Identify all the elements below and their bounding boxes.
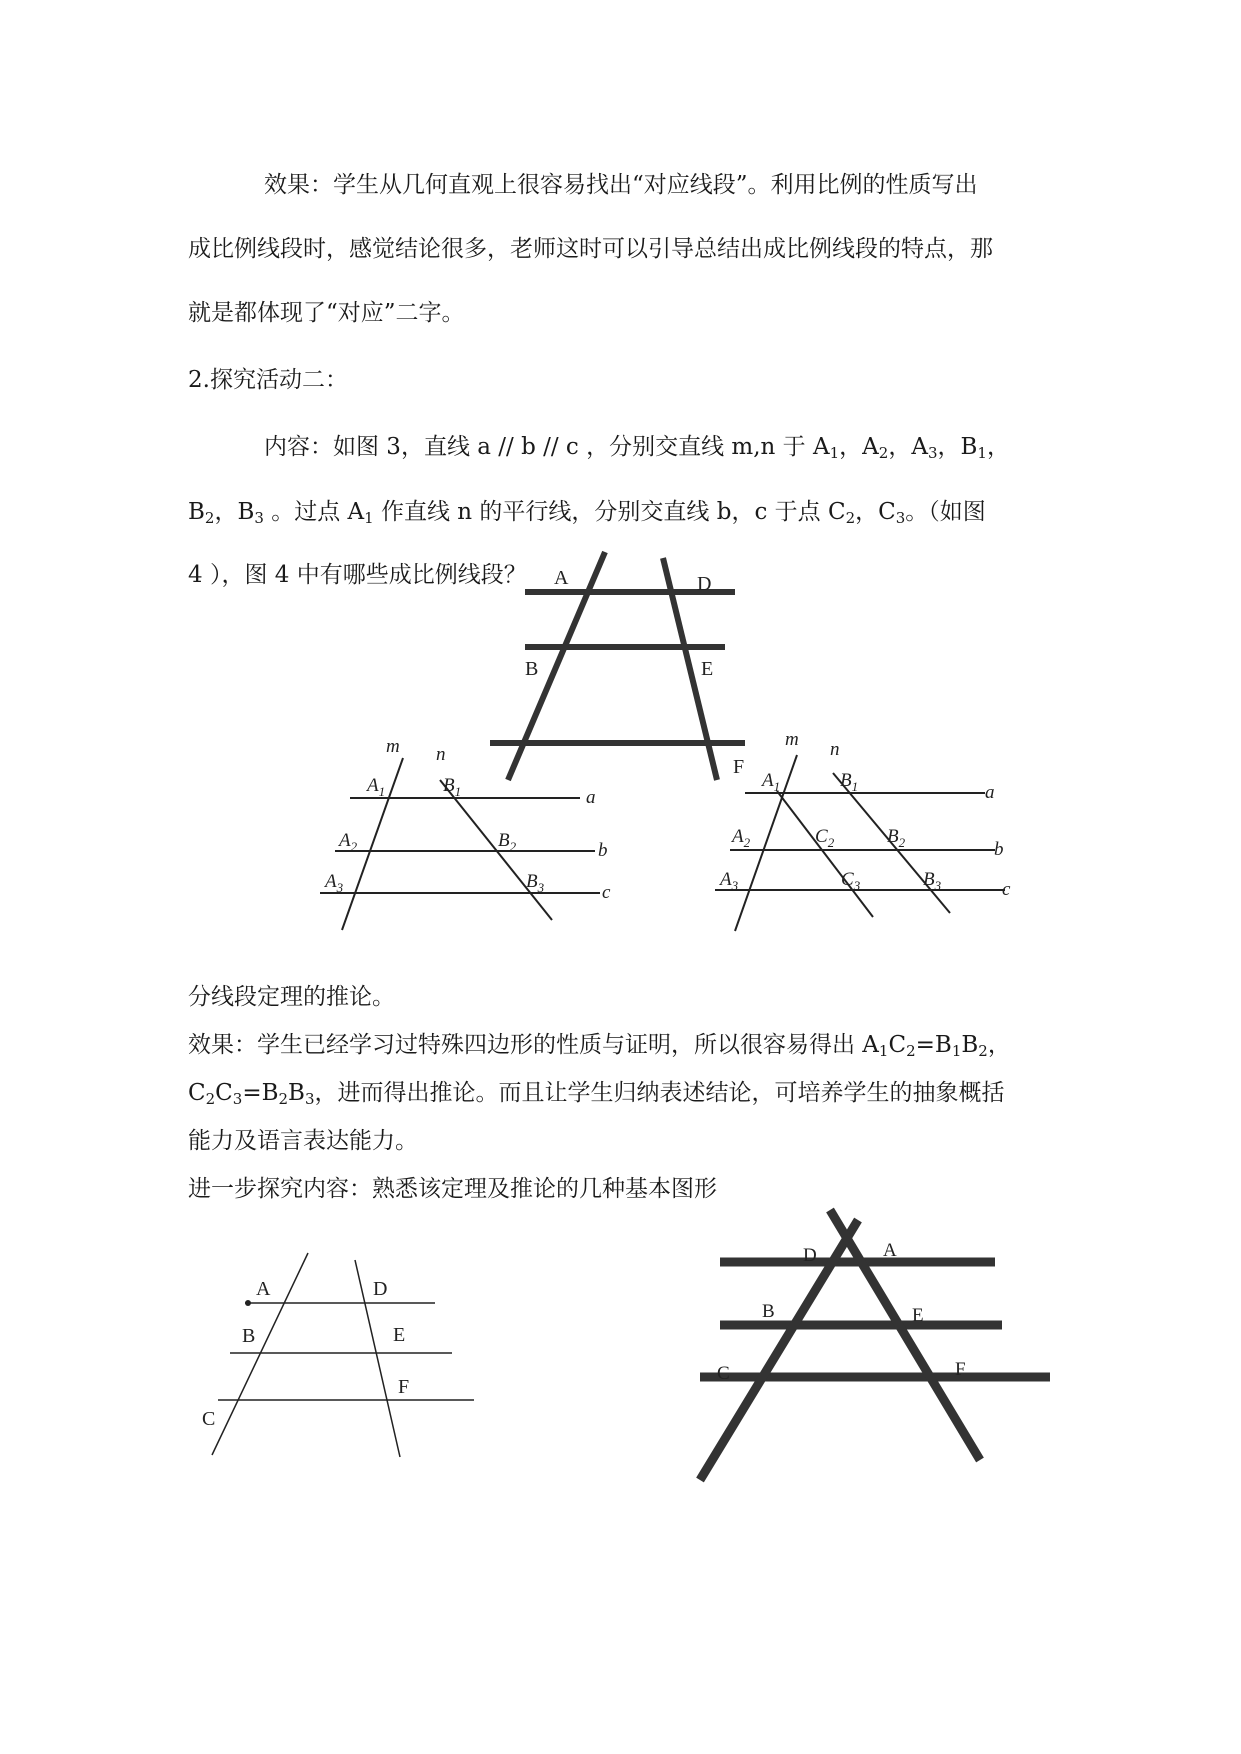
br-label-A: A [883, 1240, 897, 1261]
fig3-label-B1: $B_1$ [443, 775, 462, 799]
fig3-label-m: m [386, 736, 400, 757]
bl-label-B: B [242, 1325, 256, 1347]
label-D: D [697, 573, 712, 595]
fig3-label-B2: $B_2$ [498, 830, 517, 854]
fig3-label-b: b [598, 840, 608, 861]
para2-line3: 4 ），图 4 中有哪些成比例线段？ [188, 562, 527, 588]
br-label-D: D [803, 1245, 817, 1266]
fig3-label-a: a [586, 787, 596, 808]
para2-line2: $B_2$，$B_3$ 。过点 $A_1$ 作直线 n 的平行线，分别交直线 b，c 于点 $C_2$，$C_3$。（如图 [188, 499, 986, 527]
para3-line4: 能力及语言表达能力。 [188, 1128, 418, 1154]
fig4-label-C2: $C_2$ [815, 826, 835, 850]
br-label-E: E [912, 1305, 924, 1326]
fig4-label-b: b [994, 839, 1004, 860]
para3-line2: 效果：学生已经学习过特殊四边形的性质与证明，所以很容易得出 $A_1C_2=B_1B_2$， [188, 1032, 1011, 1060]
bl-label-C: C [202, 1408, 216, 1430]
br-label-C: C [717, 1363, 730, 1384]
br-label-B: B [762, 1301, 775, 1322]
fig3-label-A3: $A_3$ [325, 871, 344, 895]
figure-bottom-right [700, 1210, 1060, 1510]
para1-line3: 就是都体现了“对应”二字。 [188, 300, 465, 326]
label-A: A [554, 567, 569, 589]
bl-point-A [245, 1300, 251, 1306]
fig3-label-B3: $B_3$ [526, 871, 545, 895]
bl-label-D: D [373, 1278, 388, 1300]
fig4-label-A2: $A_2$ [732, 826, 751, 850]
bl-label-E: E [393, 1324, 406, 1346]
section-heading: 2.探究活动二： [188, 367, 348, 393]
figure-bottom-left [190, 1250, 490, 1480]
fig3-label-c: c [602, 882, 611, 903]
fig3-label-A1: $A_1$ [367, 775, 386, 799]
fig4-label-n: n [830, 739, 840, 760]
fig4-label-A1: $A_1$ [762, 770, 781, 794]
para3-line1: 分线段定理的推论。 [188, 984, 395, 1010]
para2-line1: 内容：如图 3，直线 a // b // c ，分别交直线 m,n 于 $A_1$，$A_2$，$A_3$，$B_1$， [264, 434, 1010, 462]
fig4-label-m: m [785, 729, 799, 750]
figure-3 [310, 730, 630, 940]
para3-line5: 进一步探究内容：熟悉该定理及推论的几种基本图形 [188, 1176, 717, 1202]
fig4-label-B3: $B_3$ [923, 869, 942, 893]
label-B: B [525, 658, 539, 680]
fig4-label-a: a [985, 782, 995, 803]
fig4-label-A3: $A_3$ [720, 869, 739, 893]
fig4-line-parallel [777, 791, 873, 917]
br-transversal-right [830, 1210, 980, 1460]
fig4-label-c: c [1002, 879, 1011, 900]
fig3-label-A2: $A_2$ [339, 830, 358, 854]
para1-line2: 成比例线段时，感觉结论很多，老师这时可以引导总结出成比例线段的特点，那 [188, 236, 993, 262]
fig3-label-n: n [436, 744, 446, 765]
label-E: E [701, 658, 714, 680]
br-label-F: F [955, 1359, 966, 1380]
fig4-label-C3: $C_3$ [841, 869, 861, 893]
figure-4 [705, 725, 1025, 935]
fig4-label-B1: $B_1$ [840, 770, 859, 794]
label-F: F [733, 756, 745, 778]
bl-label-A: A [256, 1278, 271, 1300]
para3-line3: $C_2C_3=B_2B_3$，进而得出推论。而且让学生归纳表述结论，可培养学生的抽象概括 [188, 1080, 1005, 1108]
fig4-label-B2: $B_2$ [887, 826, 906, 850]
bl-label-F: F [398, 1376, 410, 1398]
para1-line1: 效果：学生从几何直观上很容易找出“对应线段”。利用比例的性质写出 [264, 172, 978, 198]
